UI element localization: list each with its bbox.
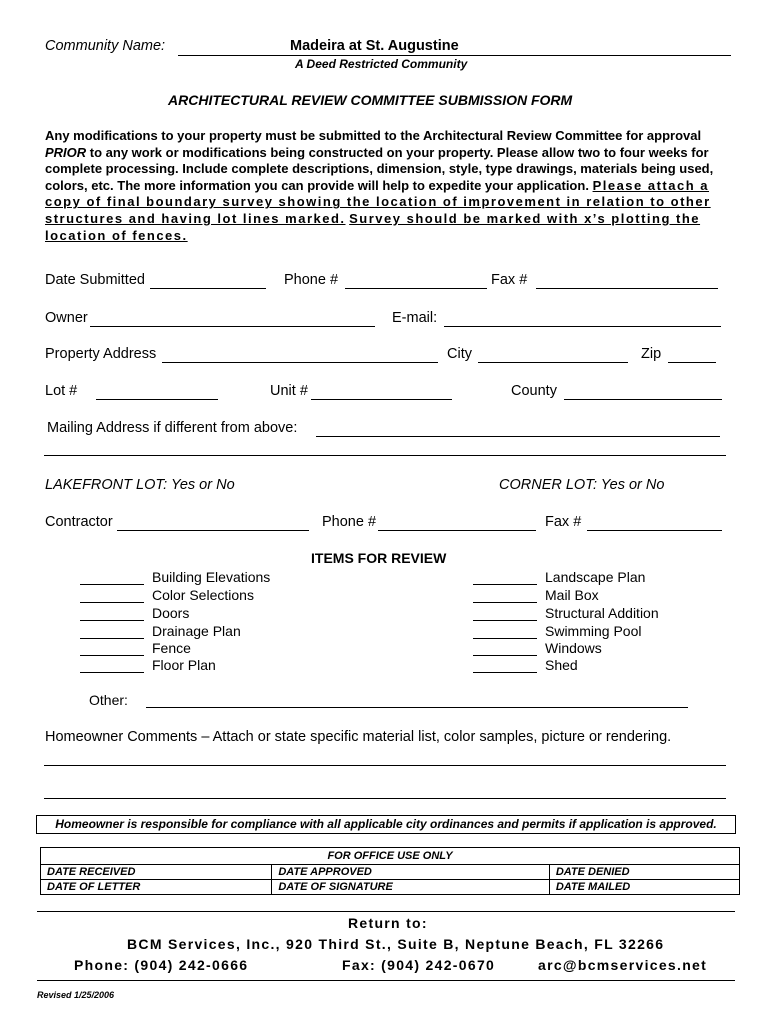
city-field[interactable] — [478, 346, 628, 363]
review-item[interactable] — [473, 623, 641, 641]
date-of-letter-cell: DATE OF LETTER — [41, 880, 272, 895]
review-item-label: Fence — [152, 640, 191, 656]
review-item-blank[interactable] — [80, 641, 144, 656]
return-to-label: Return to: — [348, 915, 428, 931]
email-label: E-mail: — [392, 310, 438, 326]
zip-label: Zip — [641, 346, 662, 362]
review-item-blank[interactable] — [473, 624, 537, 639]
unit-field[interactable] — [311, 383, 452, 400]
review-item[interactable] — [473, 605, 659, 623]
form-title: ARCHITECTURAL REVIEW COMMITTEE SUBMISSION FORM — [168, 92, 573, 108]
comments-line-2[interactable] — [44, 798, 726, 799]
review-item-blank[interactable] — [473, 658, 537, 673]
other-label: Other: — [89, 692, 128, 708]
review-item[interactable] — [80, 623, 241, 641]
intro-prior: PRIOR — [45, 144, 87, 160]
email-field[interactable] — [444, 310, 721, 327]
contractor-field[interactable] — [117, 514, 309, 531]
review-item-blank[interactable] — [473, 606, 537, 621]
review-item-blank[interactable] — [473, 588, 537, 603]
lot-field[interactable] — [96, 383, 218, 400]
date-denied-cell: DATE DENIED — [549, 865, 739, 880]
review-item-label: Floor Plan — [152, 657, 216, 673]
review-item[interactable] — [473, 587, 599, 605]
revised-date: Revised 1/25/2006 — [37, 990, 115, 1000]
city-label: City — [447, 346, 472, 362]
review-item[interactable] — [473, 657, 578, 675]
company-fax: Fax: (904) 242-0670 — [342, 957, 496, 973]
review-item-label: Doors — [152, 605, 190, 621]
unit-label: Unit # — [270, 383, 308, 399]
contractor-phone-label: Phone # — [322, 514, 377, 530]
review-item-blank[interactable] — [473, 570, 537, 585]
items-for-review-title: ITEMS FOR REVIEW — [311, 550, 447, 566]
company-address: BCM Services, Inc., 920 Third St., Suite B, Neptune Beach, FL 32266 — [127, 936, 665, 952]
date-approved-cell: DATE APPROVED — [272, 865, 549, 880]
homeowner-comments-label: Homeowner Comments – Attach or state specific material list, color samples, picture or rendering. — [45, 729, 672, 745]
review-item-label: Swimming Pool — [545, 623, 642, 639]
review-item-label: Color Selections — [152, 587, 254, 603]
mailing-address-field-2[interactable] — [44, 455, 726, 456]
review-item[interactable] — [473, 569, 645, 587]
intro-fence-note: Survey should be marked with x’s plotting the location of fences. — [45, 210, 701, 243]
other-field[interactable] — [146, 707, 688, 708]
intro-text-2: to any work or modifications being constructed on your property. Please allow two to four weeks for complete processing. Include complete descriptions, dimension, style, type drawings, materials being used, colors, etc. The more information you can provide will help to expedite your application. — [45, 144, 714, 193]
community-subtitle: A Deed Restricted Community — [295, 57, 468, 71]
county-label: County — [511, 383, 557, 399]
county-field[interactable] — [564, 383, 722, 400]
community-name-value: Madeira at St. Augustine — [290, 38, 459, 54]
review-item-label: Structural Addition — [545, 605, 659, 621]
phone-label: Phone # — [284, 272, 339, 288]
contractor-fax-field[interactable] — [587, 514, 722, 531]
review-item-label: Mail Box — [545, 587, 599, 603]
review-item[interactable] — [80, 569, 270, 587]
date-of-signature-cell: DATE OF SIGNATURE — [272, 880, 549, 895]
owner-field[interactable] — [90, 310, 375, 327]
review-item[interactable] — [80, 640, 191, 658]
lot-label: Lot # — [45, 383, 78, 399]
company-email[interactable]: arc@bcmservices.net — [538, 957, 708, 973]
corner-lot-label[interactable]: CORNER LOT: Yes or No — [499, 477, 665, 493]
property-address-label: Property Address — [45, 346, 157, 362]
office-use-title: FOR OFFICE USE ONLY — [41, 848, 740, 865]
mailing-address-label: Mailing Address if different from above: — [47, 420, 298, 436]
lakefront-lot-label[interactable]: LAKEFRONT LOT: Yes or No — [45, 477, 235, 493]
fax-field[interactable] — [536, 272, 718, 289]
review-item[interactable] — [80, 587, 254, 605]
review-item-blank[interactable] — [80, 588, 144, 603]
phone-field[interactable] — [345, 272, 487, 289]
review-item-blank[interactable] — [80, 658, 144, 673]
contractor-phone-field[interactable] — [378, 514, 536, 531]
date-submitted-label: Date Submitted — [45, 272, 145, 288]
review-item-label: Shed — [545, 657, 578, 673]
review-item-blank[interactable] — [80, 606, 144, 621]
date-submitted-field[interactable] — [150, 272, 266, 289]
contractor-label: Contractor — [45, 514, 113, 530]
contractor-fax-label: Fax # — [545, 514, 582, 530]
review-item-blank[interactable] — [80, 624, 144, 639]
office-use-table — [40, 847, 740, 895]
return-divider-top — [37, 911, 735, 912]
review-item[interactable] — [80, 605, 189, 623]
review-item-blank[interactable] — [473, 641, 537, 656]
intro-paragraph — [45, 128, 735, 244]
intro-text-1: Any modifications to your property must be submitted to the Architectural Review Committee for approval — [45, 128, 702, 143]
community-name-label: Community Name: — [45, 38, 166, 54]
mailing-address-field[interactable] — [316, 420, 720, 437]
owner-label: Owner — [45, 310, 88, 326]
review-item-label: Landscape Plan — [545, 569, 646, 585]
community-name-underline — [178, 55, 731, 56]
date-received-cell: DATE RECEIVED — [41, 865, 272, 880]
review-item-label: Windows — [545, 640, 602, 656]
return-divider-bottom — [37, 980, 735, 981]
company-phone: Phone: (904) 242-0666 — [74, 957, 249, 973]
review-item[interactable] — [80, 657, 216, 675]
review-item-label: Drainage Plan — [152, 623, 241, 639]
review-item-blank[interactable] — [80, 570, 144, 585]
review-item[interactable] — [473, 640, 602, 658]
review-item-label: Building Elevations — [152, 569, 271, 585]
fax-label: Fax # — [491, 272, 528, 288]
intro-survey-note: Please attach a copy of final boundary survey showing the location of improvement in relation to other structures and having lot lines marked. — [45, 177, 711, 226]
property-address-field[interactable] — [162, 346, 438, 363]
compliance-notice: Homeowner is responsible for compliance with all applicable city ordinances and permits if application is approved. — [36, 815, 736, 834]
zip-field[interactable] — [668, 346, 716, 363]
comments-line-1[interactable] — [44, 765, 726, 766]
date-mailed-cell: DATE MAILED — [549, 880, 739, 895]
